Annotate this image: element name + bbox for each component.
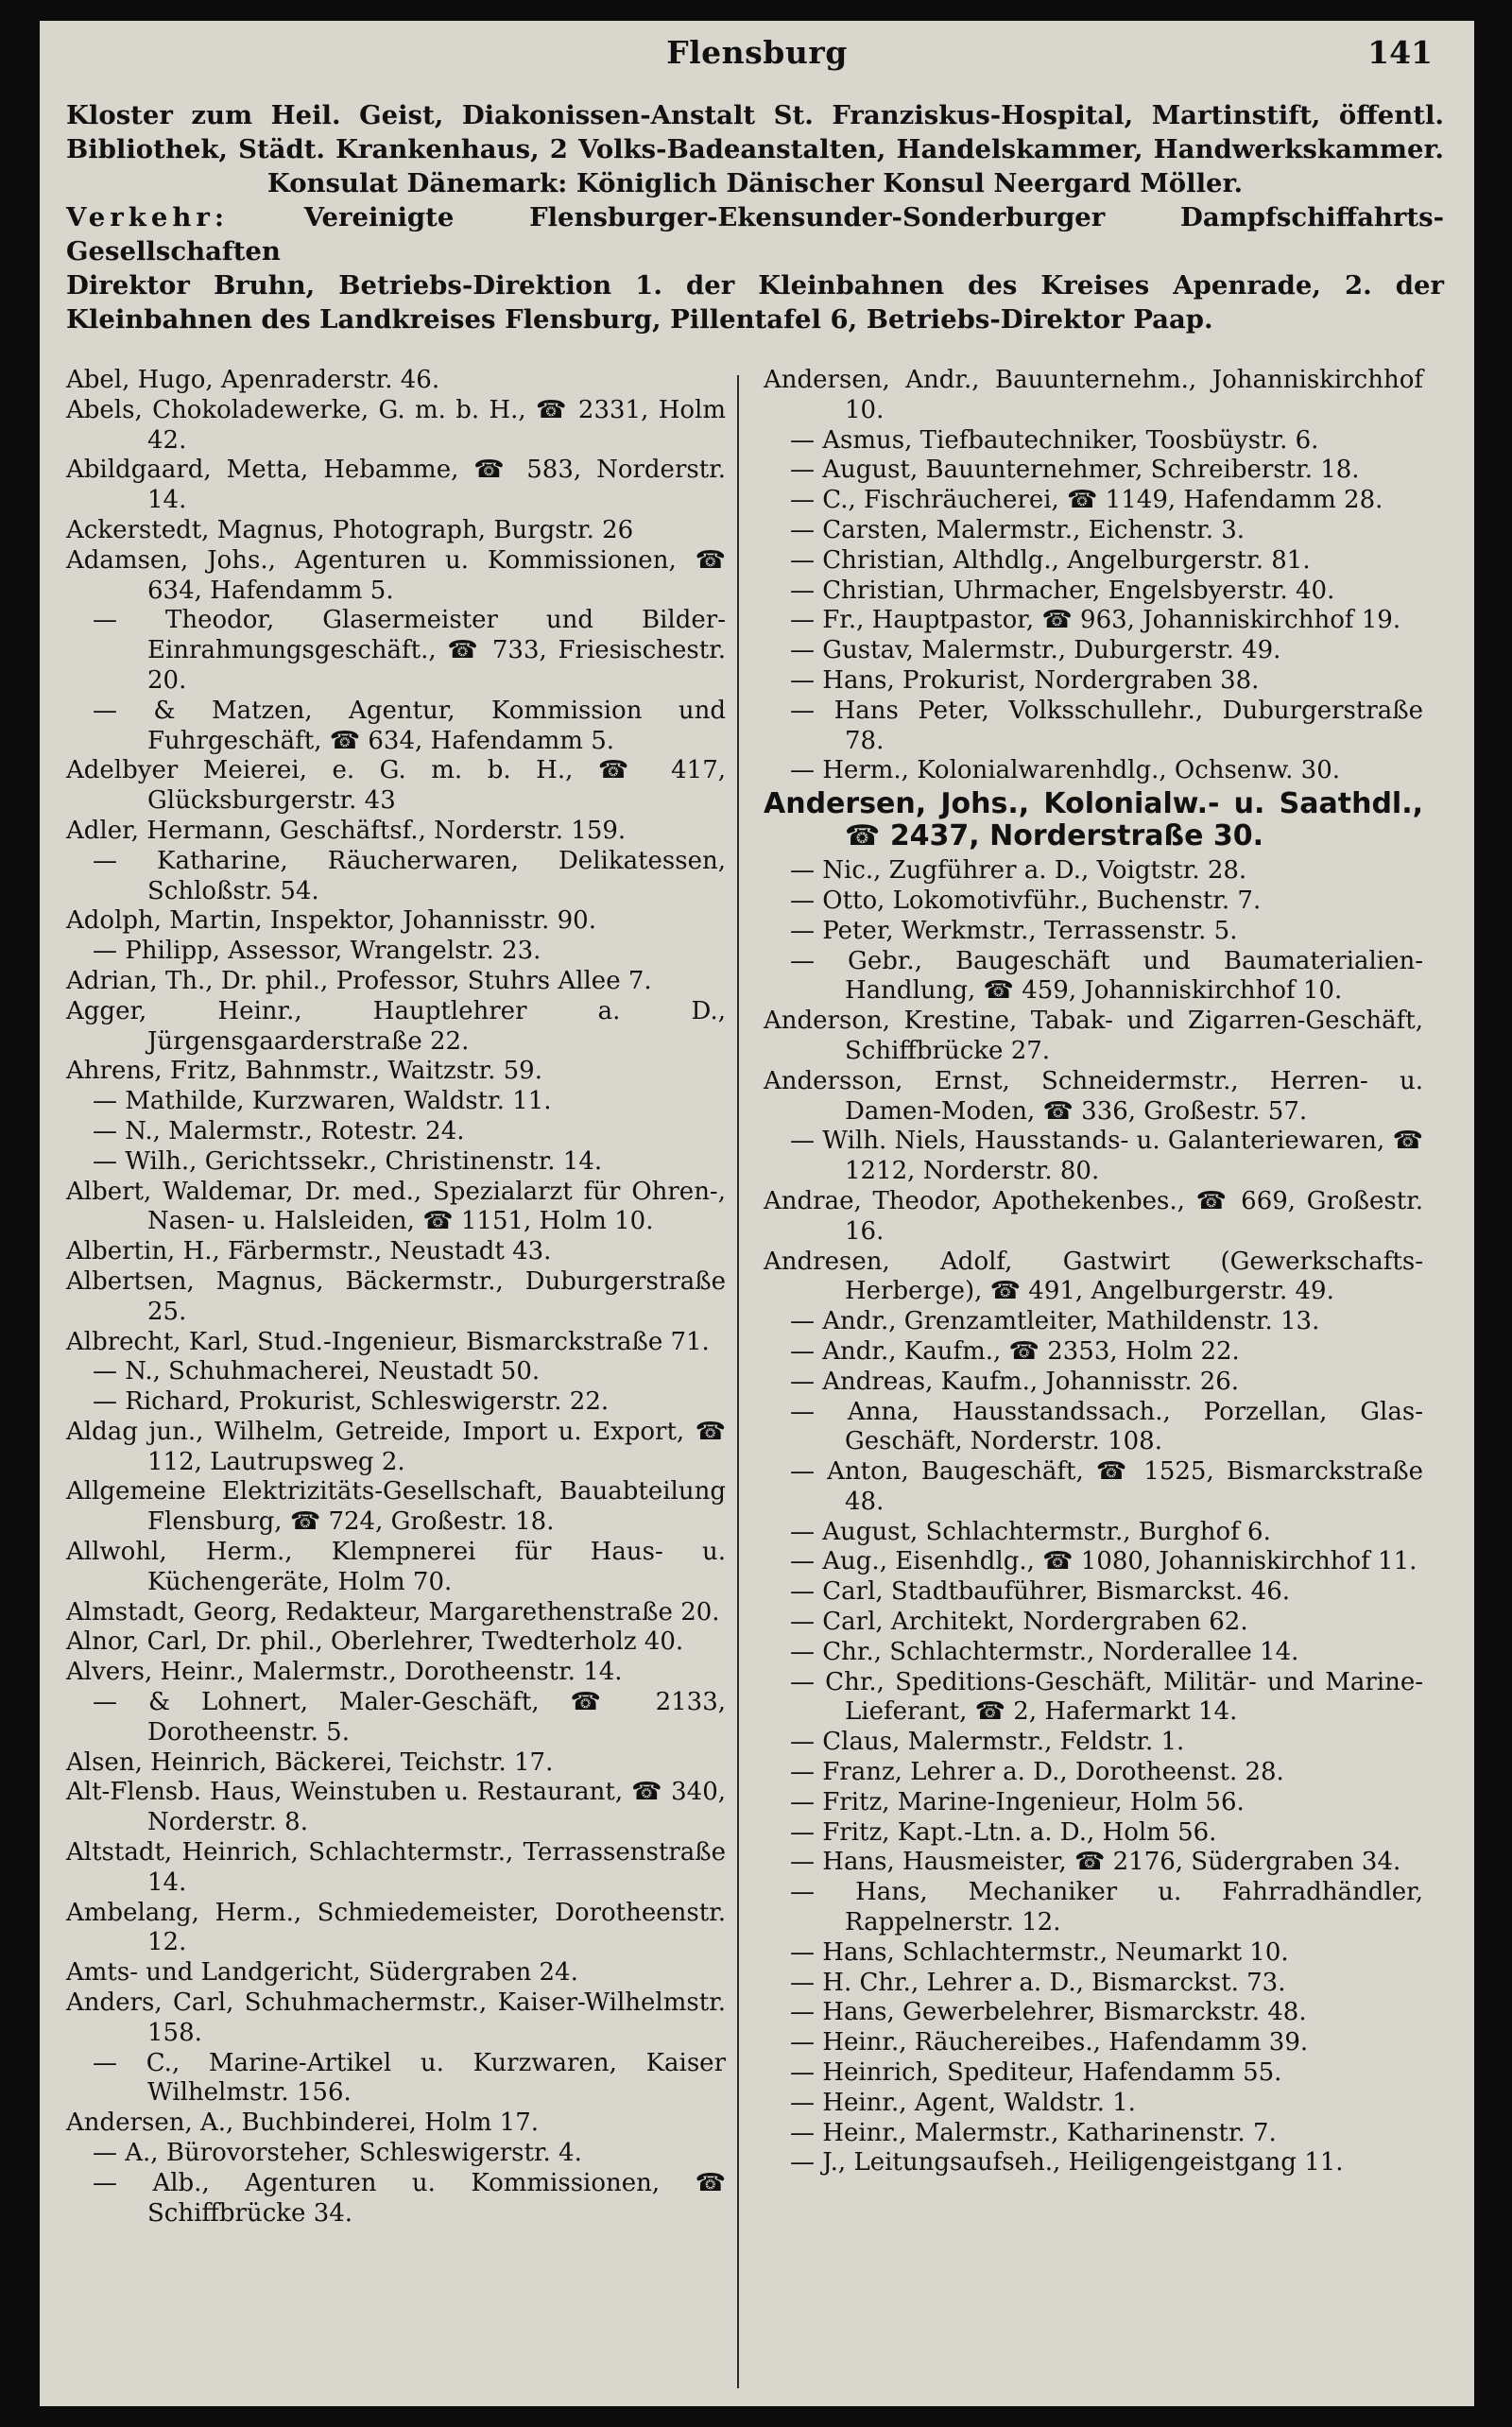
directory-entry: — Gustav, Malermstr., Duburgerstr. 49. [790,636,1281,665]
directory-entry: Agger, Heinr., Hauptlehrer a. D., Jürgensgaarderstraße 22. [66,996,726,1056]
directory-entry: — Andr., Grenzamtleiter, Mathildenstr. 13. [790,1307,1320,1336]
directory-entry: — Nic., Zugführer a. D., Voigtstr. 28. [790,856,1247,886]
directory-entry: Ambelang, Herm., Schmiedemeister, Dorotheenstr. 12. [66,1898,726,1957]
directory-entry: — Heinr., Malermstr., Katharinenstr. 7. [790,2118,1277,2147]
directory-entry: Adolph, Martin, Inspektor, Johannisstr. 90. [66,906,596,936]
running-head [40,34,1474,76]
intro-paragraph [66,98,1444,336]
directory-entry: Albert, Waldemar, Dr. med., Spezialarzt für Ohren-, Nasen- u. Halsleiden, ☎ 1151, Holm 10. [66,1177,726,1236]
column-divider [737,375,739,2388]
directory-page [40,21,1474,2406]
directory-entry: Andresen, Adolf, Gastwirt (Gewerkschafts-Herberge), ☎ 491, Angelburgerstr. 49. [764,1247,1423,1306]
intro-consulate: Konsulat Dänemark: Königlich Dänischer Konsul Neergard Möller. [266,168,1244,198]
right-column [764,366,1423,2178]
directory-entry: Ahrens, Fritz, Bahnmstr., Waitzstr. 59. [66,1057,542,1086]
directory-entry: — Carsten, Malermstr., Eichenstr. 3. [790,515,1246,544]
directory-entry: — C., Marine-Artikel u. Kurzwaren, Kaiser Wilhelmstr. 156. [93,2048,726,2108]
directory-entry: — Heinr., Agent, Waldstr. 1. [790,2088,1136,2117]
intro-line-1: Kloster zum Heil. Geist, Diakonissen-Anstalt St. Franziskus-Hospital, Martinstift, öffentl. [66,100,1444,130]
directory-entry: — Hans, Mechaniker u. Fahrradhändler, Rappelnerstr. 12. [790,1878,1423,1937]
directory-entry: — Franz, Lehrer a. D., Dorotheenst. 28. [790,1758,1284,1787]
directory-entry: Abildgaard, Metta, Hebamme, ☎ 583, Norderstr. 14. [66,456,726,515]
left-column [66,366,726,2229]
directory-entry: — & Lohnert, Maler-Geschäft, ☎ 2133, Dorotheenstr. 5. [93,1688,726,1747]
directory-entry: — Katharine, Räucherwaren, Delikatessen, Schloßstr. 54. [93,846,726,905]
directory-entry: — Claus, Malermstr., Feldstr. 1. [790,1728,1185,1757]
directory-entry: — Heinrich, Spediteur, Hafendamm 55. [790,2058,1282,2088]
directory-entry: Abel, Hugo, Apenraderstr. 46. [66,366,440,394]
directory-entry: — & Matzen, Agentur, Kommission und Fuhrgeschäft, ☎ 634, Hafendamm 5. [93,696,726,755]
directory-entry: — Hans, Schlachtermstr., Neumarkt 10. [790,1937,1289,1967]
directory-entry: Adler, Hermann, Geschäftsf., Norderstr. 159. [66,816,627,845]
directory-entry: — Chr., Schlachtermstr., Norderallee 14. [790,1637,1299,1666]
directory-entry: — N., Schuhmacherei, Neustadt 50. [93,1357,541,1386]
directory-entry: — Carl, Stadtbauführer, Bismarckst. 46. [790,1577,1291,1607]
directory-entry: Allgemeine Elektrizitäts-Gesellschaft, Bauabteilung Flensburg, ☎ 724, Großestr. 18. [66,1477,726,1537]
directory-entry: Andersson, Ernst, Schneidermstr., Herren- u. Damen-Moden, ☎ 336, Großestr. 57. [764,1066,1423,1126]
directory-entry: Anders, Carl, Schuhmachermstr., Kaiser-Wilhelmstr. 158. [66,1988,726,2047]
directory-entry: — Fritz, Marine-Ingenieur, Holm 56. [790,1787,1245,1816]
directory-entry: — Christian, Uhrmacher, Engelsbyerstr. 40. [790,576,1335,605]
directory-entry: — Alb., Agenturen u. Kommissionen, ☎ Schiffbrücke 34. [93,2168,726,2228]
directory-entry: Albrecht, Karl, Stud.-Ingenieur, Bismarckstraße 71. [66,1327,710,1356]
directory-entry: — August, Schlachtermstr., Burghof 6. [790,1517,1271,1546]
directory-entry: — N., Malermstr., Rotestr. 24. [93,1116,465,1145]
directory-entry: — Anton, Baugeschäft, ☎ 1525, Bismarckstraße 48. [790,1457,1423,1516]
directory-entry: — Peter, Werkmstr., Terrassenstr. 5. [790,916,1238,945]
directory-entry: Adrian, Th., Dr. phil., Professor, Stuhrs Allee 7. [66,966,652,995]
page-number: 141 [1367,34,1433,71]
directory-entry: — H. Chr., Lehrer a. D., Bismarckst. 73. [790,1968,1286,1997]
directory-entry: Albertin, H., Färbermstr., Neustadt 43. [66,1237,552,1266]
directory-entry: — Hans Peter, Volksschullehr., Duburgerstraße 78. [790,696,1423,755]
directory-entry: Ackerstedt, Magnus, Photograph, Burgstr. 26 [66,515,634,544]
intro-line-5: Direktor Bruhn, Betriebs-Direktion 1. der Kleinbahnen des Kreises Apenrade, 2. der [66,270,1444,301]
directory-entry: — Otto, Lokomotivführ., Buchenstr. 7. [790,886,1262,915]
directory-entry: Alsen, Heinrich, Bäckerei, Teichstr. 17. [66,1747,554,1777]
verkehr-text: Vereinigte Flensburger-Ekensunder-Sonderburger Dampfschiffahrts-Gesellschaften [66,202,1444,267]
directory-entry-highlight: Andersen, Johs., Kolonialw.- u. Saathdl., ☎ 2437, Norderstraße 30. [764,787,1423,853]
directory-entry: Aldag jun., Wilhelm, Getreide, Import u. Export, ☎ 112, Lautrupsweg 2. [66,1417,726,1476]
directory-entry: — Chr., Speditions-Geschäft, Militär- und Marine-Lieferant, ☎ 2, Hafermarkt 14. [790,1667,1423,1727]
directory-entry: Amts- und Landgericht, Südergraben 24. [66,1958,578,1988]
directory-entry: — Fr., Hauptpastor, ☎ 963, Johanniskirchhof 19. [790,606,1401,635]
directory-entry: — Hans, Gewerbelehrer, Bismarckstr. 48. [790,1998,1307,2027]
verkehr-label: Verkehr: [66,202,229,232]
directory-entry: — Gebr., Baugeschäft und Baumaterialien-Handlung, ☎ 459, Johanniskirchhof 10. [790,946,1423,1006]
directory-entry: Alnor, Carl, Dr. phil., Oberlehrer, Twedterholz 40. [66,1627,684,1657]
directory-entry: Albertsen, Magnus, Bäckermstr., Duburgerstraße 25. [66,1266,726,1326]
directory-entry: — Mathilde, Kurzwaren, Waldstr. 11. [93,1087,552,1116]
directory-entry: — Philipp, Assessor, Wrangelstr. 23. [93,937,541,966]
directory-entry: — J., Leitungsaufseh., Heiligengeistgang 11. [790,2148,1344,2177]
directory-entry: Alt-Flensb. Haus, Weinstuben u. Restaurant, ☎ 340, Norderstr. 8. [66,1778,726,1837]
directory-entry: Andersen, A., Buchbinderei, Holm 17. [66,2109,540,2138]
directory-entry: — Wilh., Gerichtssekr., Christinenstr. 14. [93,1146,603,1176]
directory-entry: — Richard, Prokurist, Schleswigerstr. 22. [93,1387,610,1417]
directory-entry: Adamsen, Johs., Agenturen u. Kommissionen, ☎ 634, Hafendamm 5. [66,545,726,605]
directory-entry: Allwohl, Herm., Klempnerei für Haus- u. Küchengeräte, Holm 70. [66,1538,726,1596]
directory-entry: — Hans, Hausmeister, ☎ 2176, Südergraben 34. [790,1848,1401,1877]
directory-entry: — Christian, Althdlg., Angelburgerstr. 81. [790,545,1311,575]
directory-entry: Andersen, Andr., Bauunternehm., Johanniskirchhof 10. [764,366,1423,424]
directory-entry: — Fritz, Kapt.-Ltn. a. D., Holm 56. [790,1817,1217,1847]
directory-entry: — Hans, Prokurist, Nordergraben 38. [790,665,1260,695]
intro-line-4 [66,200,1444,268]
directory-entry: — Anna, Hausstandssach., Porzellan, Glas-Geschäft, Norderstr. 108. [790,1397,1423,1456]
directory-entry: — Heinr., Räuchereibes., Hafendamm 39. [790,2028,1309,2057]
directory-entry: Alvers, Heinr., Malermstr., Dorotheenstr. 14. [66,1658,623,1687]
directory-entry: — Wilh. Niels, Hausstands- u. Galanteriewaren, ☎ 1212, Norderstr. 80. [790,1127,1423,1186]
directory-entry: — Andreas, Kaufm., Johannisstr. 26. [790,1367,1240,1396]
directory-entry: — August, Bauunternehmer, Schreiberstr. 18. [790,456,1360,485]
directory-entry: Abels, Chokoladewerke, G. m. b. H., ☎ 2331, Holm 42. [66,395,726,455]
directory-entry: — Asmus, Tiefbautechniker, Toosbüystr. 6. [790,425,1319,455]
directory-entry: — Andr., Kaufm., ☎ 2353, Holm 22. [790,1336,1240,1366]
directory-entry: — Carl, Architekt, Nordergraben 62. [790,1608,1248,1637]
intro-line-6: Kleinbahnen des Landkreises Flensburg, Pillentafel 6, Betriebs-Direktor Paap. [66,304,1213,335]
directory-entry: — Aug., Eisenhdlg., ☎ 1080, Johanniskirchhof 11. [790,1547,1418,1576]
directory-entry: — Herm., Kolonialwarenhdlg., Ochsenw. 30. [790,756,1341,785]
directory-entry: — A., Bürovorsteher, Schleswigerstr. 4. [93,2139,582,2168]
directory-entry: Altstadt, Heinrich, Schlachtermstr., Terrassenstraße 14. [66,1838,726,1897]
directory-entry: Almstadt, Georg, Redakteur, Margarethenstraße 20. [66,1597,720,1627]
directory-entry: Adelbyer Meierei, e. G. m. b. H., ☎ 417, Glücksburgerstr. 43 [66,756,726,816]
directory-entry: — C., Fischräucherei, ☎ 1149, Hafendamm 28. [790,486,1383,515]
directory-entry: Andrae, Theodor, Apothekenbes., ☎ 669, Großestr. 16. [764,1186,1423,1246]
page-title: Flensburg [666,34,848,71]
directory-entry: Anderson, Krestine, Tabak- und Zigarren-Geschäft, Schiffbrücke 27. [764,1007,1423,1065]
directory-entry: — Theodor, Glasermeister und Bilder-Einrahmungsgeschäft., ☎ 733, Friesischestr. 20. [93,606,726,695]
intro-line-2: Bibliothek, Städt. Krankenhaus, 2 Volks-Badeanstalten, Handelskammer, Handwerkskammer. [66,134,1444,164]
